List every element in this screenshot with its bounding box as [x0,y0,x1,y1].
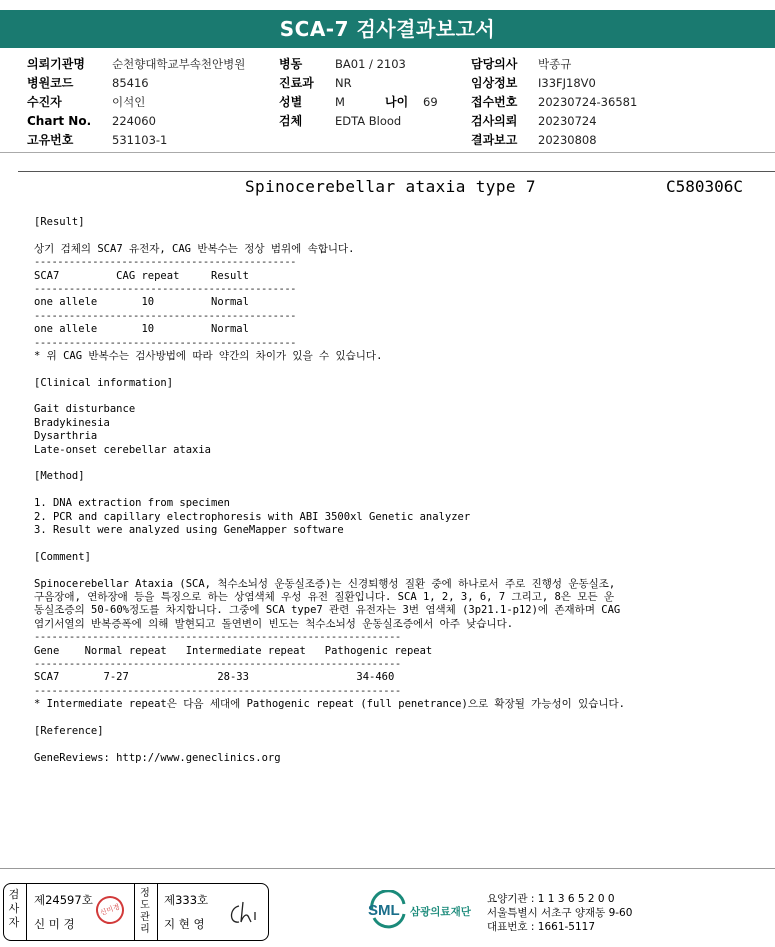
divider [134,884,135,940]
patient-info-col2 [279,55,438,131]
report-line: 동실조증의 50-60%정도를 차지합니다. 그중에 SCA type7 관련 유전자는 3번 염색체 (3p21.1-p12)에 존재하며 CAG [34,604,621,617]
report-line: 염기서열의 반복증폭에 의해 발현되고 돌연변이 빈도는 척수소뇌성 운동실조증에서 아주 낮습니다. [34,617,514,630]
report-line: one allele 10 Normal [34,323,249,336]
age-value: 69 [423,95,438,109]
report-line: Spinocerebellar Ataxia (SCA, 척수소뇌성 운동실조증)는 신경퇴행성 질환 중에 하나로서 주로 진행성 운동실조, [34,577,616,590]
info-row [279,74,438,93]
blank-line [34,711,754,724]
blank-line [34,484,754,497]
info-row [471,131,637,150]
blank-line [34,738,754,751]
vertical-label-char: 검 [8,888,20,901]
report-line: SCA7 CAG repeat Result [34,269,249,282]
patient-info-col1 [27,55,245,150]
info-row [27,131,245,150]
info-label: 수진자 [27,95,62,109]
info-label: 결과보고 [471,133,518,147]
report-line: [Clinical information] [34,376,174,389]
report-line: [Method] [34,470,85,483]
info-label: 고유번호 [27,133,74,147]
blank-line [34,457,754,470]
report-line: one allele 10 Normal [34,296,249,309]
report-body [34,216,754,765]
vertical-label-char: 사 [8,902,20,915]
logo-text: SML [368,902,400,919]
tester-license-no: 제24597호 [34,893,93,907]
divider [0,152,775,153]
report-line: 1. DNA extraction from specimen [34,497,230,510]
info-value: 531103-1 [112,133,168,147]
lab-info [487,892,632,934]
info-value: NR [335,76,352,90]
info-row [27,55,245,74]
report-test-code: C580306C [666,177,744,196]
info-value: BA01 / 2103 [335,57,406,71]
info-row [471,93,637,112]
lab-info-line: 서울특별시 서초구 양재동 9-60 [487,907,633,919]
info-label: 검체 [279,114,303,128]
report-line: [Comment] [34,550,91,563]
footer-divider [0,868,775,869]
blank-line [34,229,754,242]
tester-label [7,888,21,930]
info-value: M [335,95,345,109]
info-row [471,112,637,131]
vertical-label-char: 관 [140,912,150,923]
info-value: 이석인 [112,95,146,109]
divider [157,884,158,940]
sml-logo-icon [366,890,478,930]
info-value: 20230808 [538,133,597,147]
info-value: 박종규 [538,57,572,71]
signature-box [3,883,269,941]
info-row [279,112,438,131]
blank-line [34,564,754,577]
report-line: * Intermediate repeat은 다음 세대에 Pathogenic repeat (full penetrance)으로 확장될 가능성이 있습니다. [34,698,625,711]
lab-name: 삼광의료재단 [410,906,471,918]
info-label: 성별 [279,95,303,109]
report-line: SCA7 7-27 28-33 34-460 [34,671,395,684]
divider [18,171,775,172]
separator-line: --------------------------------------------- [34,336,296,349]
report-line: Bradykinesia [34,416,110,429]
tester-label-text [7,888,21,930]
patient-info-col3 [471,55,637,150]
report-line: [Reference] [34,724,104,737]
report-line: 구음장애, 연하장애 등을 특징으로 하는 상염색체 우성 유전 질환입니다. SCA 1, 2, 3, 6, 7 그리고, 8은 모든 운 [34,590,615,603]
report-line: Gene Normal repeat Intermediate repeat Pathogenic repeat [34,644,433,657]
info-label: Chart No. [27,114,92,128]
seal-stamp-icon: 신미경 [92,892,128,928]
lab-info-line: 요양기관 : 1 1 3 6 5 2 0 0 [487,893,615,905]
info-label: 진료과 [279,76,314,90]
tester-name: 신 미 경 [34,917,75,931]
info-label: 병원코드 [27,76,74,90]
blank-line [34,363,754,376]
info-row [279,55,438,74]
separator-line: --------------------------------------------- [34,282,296,295]
info-row [27,112,245,131]
report-line: 상기 검체의 SCA7 유전자, CAG 반복수는 정상 범위에 속합니다. [34,242,355,255]
info-row [27,93,245,112]
info-value: I33FJ18V0 [538,76,596,90]
info-value: 20230724-36581 [538,95,638,109]
handwritten-signature-icon [225,898,265,928]
vertical-label-char: 리 [140,924,150,935]
info-value: 순천향대학교부속천안병원 [112,57,246,71]
report-line: [Result] [34,216,85,228]
report-line: Late-onset cerebellar ataxia [34,443,212,456]
vertical-label-char: 자 [8,916,20,929]
info-row [471,55,637,74]
report-line: * 위 CAG 반복수는 검사방법에 따라 약간의 차이가 있을 수 있습니다. [34,349,383,362]
info-value: 20230724 [538,114,597,128]
info-value: 224060 [112,114,156,128]
qc-label [138,888,152,936]
blank-line [34,537,754,550]
info-label: 임상정보 [471,76,518,90]
vertical-label-char: 도 [140,900,150,911]
qc-name: 지 현 영 [164,917,205,931]
info-value: EDTA Blood [335,114,402,128]
report-line: 2. PCR and capillary electrophoresis with ABI 3500xl Genetic analyzer [34,510,471,523]
info-row [471,74,637,93]
report-line: 3. Result were analyzed using GeneMapper software [34,523,344,536]
info-value: 85416 [112,76,149,90]
age-label: 나이 [385,95,409,109]
info-row [279,93,438,112]
separator-line: --------------------------------------------- [34,256,296,269]
report-test-title: Spinocerebellar ataxia type 7 [245,177,536,196]
blank-line [34,390,754,403]
info-label: 접수번호 [471,95,518,109]
qc-license-no: 제333호 [164,893,209,907]
report-line: Gait disturbance [34,403,136,416]
info-row [27,74,245,93]
info-label: 검사의뢰 [471,114,518,128]
separator-line: --------------------------------------------------------------- [34,657,401,670]
info-label: 의뢰기관명 [27,57,85,71]
report-banner-title: SCA-7 검사결과보고서 [0,10,775,48]
info-label: 병동 [279,57,303,71]
separator-line: --------------------------------------------- [34,309,296,322]
vertical-label-char: 정 [140,888,150,899]
qc-label-text [138,888,152,936]
separator-line: --------------------------------------------------------------- [34,684,401,697]
divider [26,884,27,940]
info-label: 담당의사 [471,57,518,71]
report-line: Dysarthria [34,430,98,443]
separator-line: --------------------------------------------------------------- [34,631,401,644]
report-line: GeneReviews: http://www.geneclinics.org [34,751,281,764]
lab-info-line: 대표번호 : 1661-5117 [487,921,596,933]
